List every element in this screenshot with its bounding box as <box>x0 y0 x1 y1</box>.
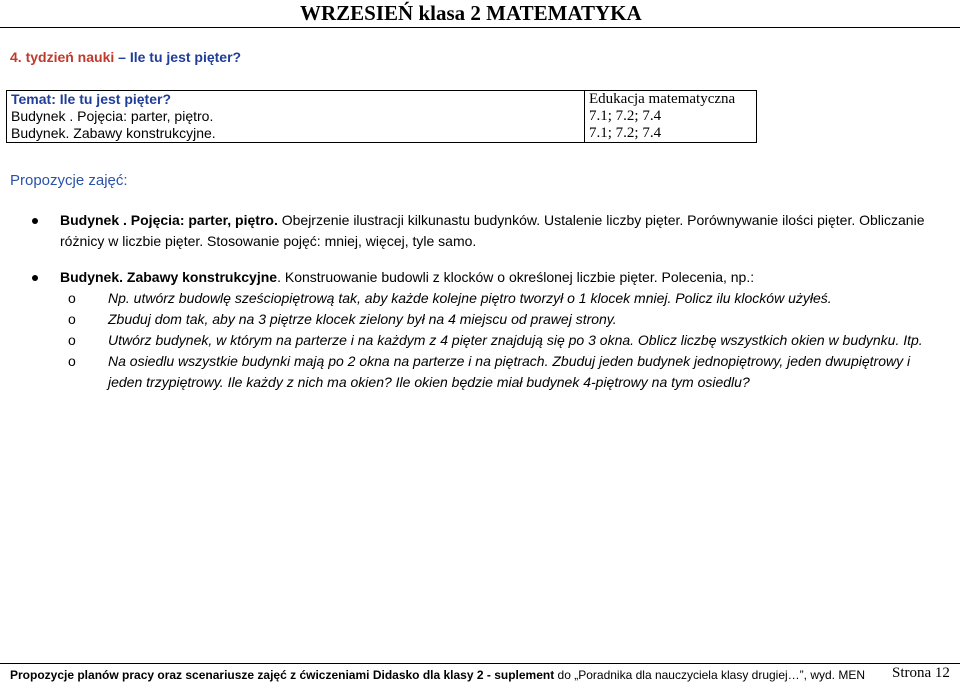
proposals-heading: Propozycje zajęć: <box>10 172 128 189</box>
bullet-title: Budynek. Zabawy konstrukcyjne <box>60 269 278 285</box>
footer-title: Propozycje planów pracy oraz scenariusze zajęć z ćwiczeniami Didasko dla klasy 2 - suplement <box>10 668 555 682</box>
circle-bullet-icon: o <box>68 332 76 348</box>
list-item <box>0 351 940 393</box>
table-cell-topic: Budynek. Zabawy konstrukcyjne. <box>7 125 585 143</box>
table-row <box>7 108 757 125</box>
table-row <box>7 91 757 109</box>
circle-bullet-icon: o <box>68 311 76 327</box>
footer-source: do „Poradnika dla nauczyciela klasy drugiej…”, wyd. MEN <box>554 668 866 682</box>
bullet-text: . Konstruowanie budowli z klocków o określonej liczbie pięter. Polecenia, np.: <box>277 269 755 285</box>
list-item <box>0 267 940 288</box>
bullet-title: Budynek . Pojęcia: parter, piętro. <box>60 212 278 228</box>
sub-item-text: Utwórz budynek, w którym na parterze i na każdym z 4 pięter znajdują się po 3 okna. Oblicz liczbę wszystkich okien w budynku. Itp. <box>108 332 923 348</box>
table-row <box>7 125 757 143</box>
sub-item-text: Na osiedlu wszystkie budynki mają po 2 okna na parterze i na piętrach. Zbuduj jeden budynek jednopiętrowy, jeden dwupiętrowy i jeden trzypiętrowy. Ile każdy z nich ma okien? Ile okien będzie miał budynek 4-piętrowy na tym osiedlu? <box>108 353 911 390</box>
bullet-text: Obejrzenie ilustracji kilkunastu budynków. Ustalenie liczby pięter. Porównywanie ilości pięter. Obliczanie różnicy w liczbie pięter. Stosowanie pojęć: mniej, więcej, tyle samo. <box>60 212 925 249</box>
list-item <box>0 309 940 330</box>
circle-bullet-icon: o <box>68 290 76 306</box>
page-footer <box>10 665 950 682</box>
bullet-icon <box>32 275 38 281</box>
proposals-content <box>0 210 960 393</box>
week-number-label: 4. tydzień nauki <box>10 49 115 65</box>
table-cell-topic: Budynek . Pojęcia: parter, piętro. <box>7 108 585 125</box>
page-number: Strona 12 <box>892 665 950 681</box>
table-cell-topic: Temat: Ile tu jest pięter? <box>7 91 585 109</box>
table-cell-codes: 7.1; 7.2; 7.4 <box>585 125 757 143</box>
week-topic: Ile tu jest pięter? <box>129 49 242 65</box>
header-rule <box>0 27 960 28</box>
list-item <box>0 330 940 351</box>
bullet-icon <box>32 218 38 224</box>
topics-table <box>6 90 757 143</box>
table-cell-subject: Edukacja matematyczna <box>585 91 757 109</box>
circle-bullet-icon: o <box>68 353 76 369</box>
list-item <box>0 210 940 252</box>
sub-item-text: Np. utwórz budowlę sześciopiętrową tak, aby każde kolejne piętro tworzył o 1 klocek mniej. Policz ilu klocków użyłeś. <box>108 290 832 306</box>
table-cell-codes: 7.1; 7.2; 7.4 <box>585 108 757 125</box>
footer-rule <box>0 663 960 664</box>
page-header-title: WRZESIEŃ klasa 2 MATEMATYKA <box>300 1 642 25</box>
sub-item-text: Zbuduj dom tak, aby na 3 piętrze klocek zielony był na 4 miejscu od prawej strony. <box>108 311 617 327</box>
list-item <box>0 288 940 309</box>
week-heading <box>10 49 241 65</box>
week-dash: – <box>118 49 126 65</box>
